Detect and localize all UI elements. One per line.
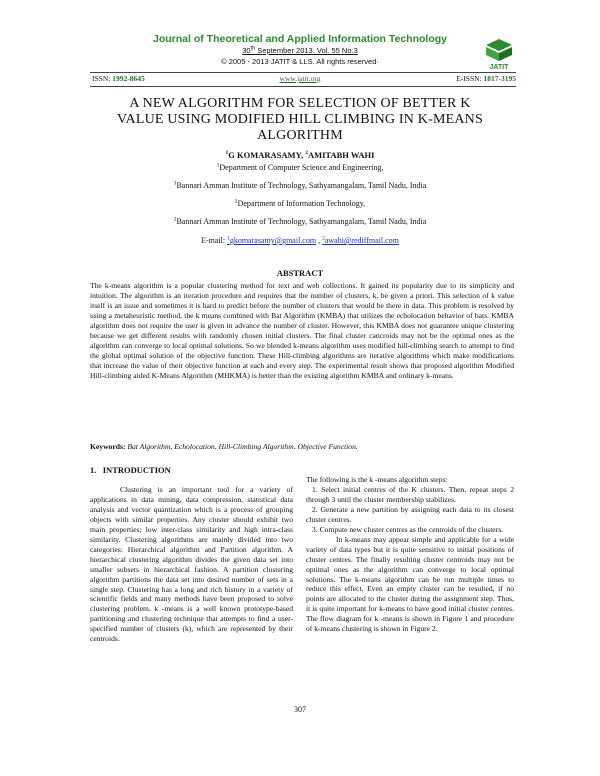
left-column — [90, 485, 293, 644]
issn: ISSN: 1992-8645 — [92, 74, 145, 83]
copyright-notice: © 2005 - 2013 JATIT & LLS. All rights reserved· — [221, 57, 379, 66]
author-name: AMITABH WAHI — [307, 150, 375, 160]
header-rule-top — [90, 72, 516, 73]
header-rule-bottom — [90, 86, 516, 87]
paragraph: The following is the k -means algorithm steps: — [306, 475, 448, 484]
author-list: $^1$G KOMARASAMY, $^2$AMITABH WAHI — [225, 150, 375, 160]
eissn: E-ISSN: 1817-3195 — [456, 74, 516, 83]
paper-title-line: A NEW ALGORITHM FOR SELECTION OF BETTER K — [129, 96, 471, 111]
email-link[interactable]: $^1$gkomarasamy@gmail.com — [227, 235, 317, 245]
author-name: G KOMARASAMY — [228, 150, 301, 160]
affiliation: $^1$Department of Computer Science and Engineering, — [216, 162, 384, 172]
abstract-heading: ABSTRACT — [276, 268, 324, 278]
paper-title-line: VALUE USING MODIFIED HILL CLIMBING IN K-MEANS — [117, 112, 483, 127]
paper-title — [100, 96, 500, 144]
paragraph: Clustering is an important tool for a variety of applications in data mining, data compression, statistical data analysis and vector quantization which is a process of grouping objects with similar properties. Any cluster should exhibit two main properties; low inter-class similarity and high intra-class similarity. Clustering algorithms are mainly divided into two categories: Hierarchical algorithm and Partition algorithm. A hierarchical clustering algorithm divides the given data set into smaller subsets in hierarchical fashion. A partition clustering algorithm partitions the data set into desired number of sets in a single step. Clustering has a long and rich history in a variety of scientific fields and many methods have been proposed to solve clustering problem. k -means is a well known prototype-based partitioning and clustering technique that attempts to find a user-specified number of clusters (k), which are represented by their centroids. — [90, 485, 293, 644]
section-heading: 1. INTRODUCTION — [90, 465, 171, 475]
logo-text: JATIT — [489, 64, 509, 71]
paragraph: In k-means may appear simple and applicable for a wide variety of data types but it is quite sensitive to initial positions of cluster centres. The finally resulting cluster centroids may not be optimal ones as the algorithm can converge to local optimal solutions. The k-means algorithm can be run multiple times to reduce this effect. Even an empty cluster can be resulted, if no points are allocated to the cluster during the assignment step. Thus, it is quite important for k-means to have good initial cluster centres. The flow diagram for k -means is shown in Figure 1 and procedure of k-means clustering is shown in Figure 2. — [306, 534, 514, 634]
page-number: 307 — [294, 705, 306, 714]
journal-title: Journal of Theoretical and Applied Information Technology — [152, 33, 447, 45]
list-item: 3. Compute new cluster centres as the centroids of the clusters. — [312, 524, 504, 534]
journal-issue-date: 30th September 2013. Vol. 55 No.3 — [242, 45, 358, 55]
right-column — [306, 475, 514, 634]
email-link[interactable]: $^2$awahi@rediffmail.com — [322, 235, 399, 245]
affiliation: $^1$Bannari Amman Institute of Technology, Sathyamangalam, Tamil Nadu, India — [173, 180, 427, 190]
abstract-text: The k-means algorithm is a popular clustering method for text and web collections. It gained its popularity due to its simplicity and intuition. The algorithm is an iteration procedure and requires that the number of clusters, k, be given a priori. This selection of k value itself is an issue and sometimes it is hard to predict before the number of clusters that would be there in data. This problem is resolved by using a metaheuristic method, the k means combined with Bat Algorithm (KMBA) that utilizes the echolocation behavior of bats. KMBA algorithm does not require the user is given in advance the number of cluster. However, this KMBA does not guarantee unique clustering because we get different results with randomly chosen initial clusters. The final cluster cancroids may not be the optimal ones as the algorithm can converge to local optimal solutions. So we blended k-means algorithm uses modified hill-climbing search to attempt to find the global optimal solution of the objective function. These Hill-climbing algorithms are iterative algorithms which make modifications that increase the value of their objective function at each and every step. The experimental result shows that proposed algorithm Modified Hill-climbing aided K-Means Algorithm (MHKMA) is better than the existing algorithm KMBA and ordinary k-means. — [90, 281, 514, 381]
keywords: Keywords: Bat Algorithm, Echolocation, Hill-Climbing Algorithm, Objective Function. — [90, 442, 358, 451]
paper-title-line: ALGORITHM — [257, 128, 343, 143]
list-item: 2. Generate a new partition by assigning each data to its closest cluster centres. — [306, 504, 514, 524]
affiliation: $^2$Department of Information Technology, — [234, 198, 366, 208]
list-item: 1. Select initial centres of the K clusters. Then, repeat steps 2 through 3 until the cluster membership stabilizes. — [306, 484, 514, 504]
affiliation: $^2$Bannari Amman Institute of Technology, Sathyamangalam, Tamil Nadu, India — [173, 216, 427, 226]
jatit-logo-icon — [482, 37, 516, 71]
journal-url-link[interactable]: www.jatit.org — [279, 74, 321, 83]
email-line: E-mail: $^1$gkomarasamy@gmail.com , $^2$awahi@rediffmail.com — [201, 235, 399, 245]
